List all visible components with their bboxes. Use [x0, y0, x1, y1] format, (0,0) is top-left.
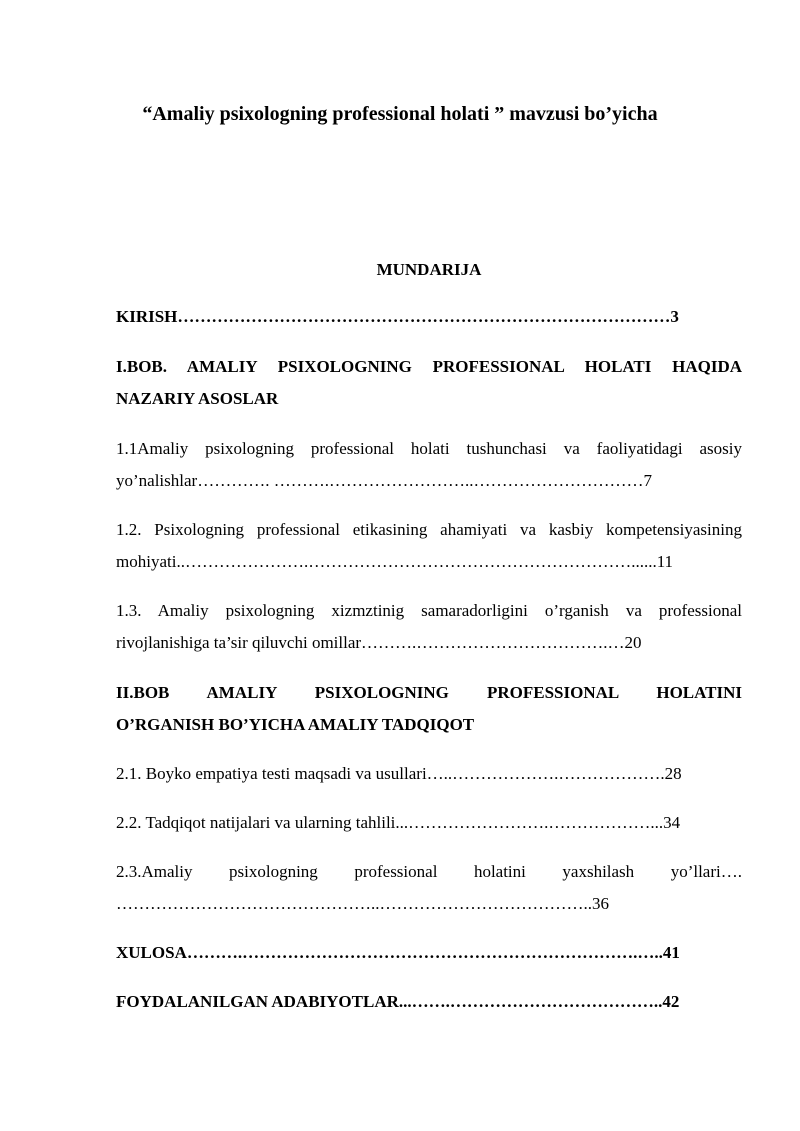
toc-entry-1-3-line2: rivojlanishiga ta’sir qiluvchi omillar……….…………………………….…20	[116, 633, 642, 652]
toc-entry-1-3-line1: 1.3. Amaliy psixologning xizmztinig samaradorligini o’rganish va professional	[116, 601, 742, 620]
toc-entry-1-2-line1: 1.2. Psixologning professional etikasining ahamiyati va kasbiy kompetensiyasining	[116, 520, 742, 539]
toc-entry-chapter2-line2: O’RGANISH BO’YICHA AMALIY TADQIQOT	[116, 715, 475, 734]
toc-entry-adabiyotlar: FOYDALANILGAN ADABIYOTLAR...…….………………………………..42	[116, 992, 680, 1011]
toc-entry-2-2: 2.2. Tadqiqot natijalari va ularning tahlili...…………………….………………...34	[116, 813, 681, 832]
toc-entry-chapter2-line1: II.BOB AMALIY PSIXOLOGNING PROFESSIONAL HOLATINI	[116, 683, 742, 702]
toc-entry-2-1: 2.1. Boyko empatiya testi maqsadi va usullari…..……………….……………….28	[116, 764, 682, 783]
toc-entry-1-2-line2: mohiyati..………………….…………………………………………………......11	[116, 552, 674, 571]
toc-entry-1-1-line2: yo’nalishlar…………. ……….……………………..…………………………7	[116, 471, 652, 490]
toc-entry-chapter1-line2: NAZARIY ASOSLAR	[116, 389, 279, 408]
toc-entry-kirish: KIRISH……………………………………………………………………………3	[116, 307, 679, 326]
toc-entry-chapter1-line1: I.BOB. AMALIY PSIXOLOGNING PROFESSIONAL HOLATI HAQIDA	[116, 357, 742, 376]
toc-entry-1-1-line1: 1.1Amaliy psixologning professional holati tushunchasi va faoliyatidagi asosiy	[116, 439, 742, 458]
toc-entry-2-3-line2: ………………………………………..………………………………..36	[116, 894, 609, 913]
toc-entry-2-3-line1: 2.3.Amaliy psixologning professional holatini yaxshilash yo’llari….	[116, 862, 742, 881]
toc-heading: MUNDARIJA	[376, 260, 482, 279]
toc-entry-xulosa: XULOSA……….…………………………………………………………….…..41	[116, 943, 680, 962]
document-title: “Amaliy psixologning professional holati ” mavzusi bo’yicha	[142, 103, 658, 125]
